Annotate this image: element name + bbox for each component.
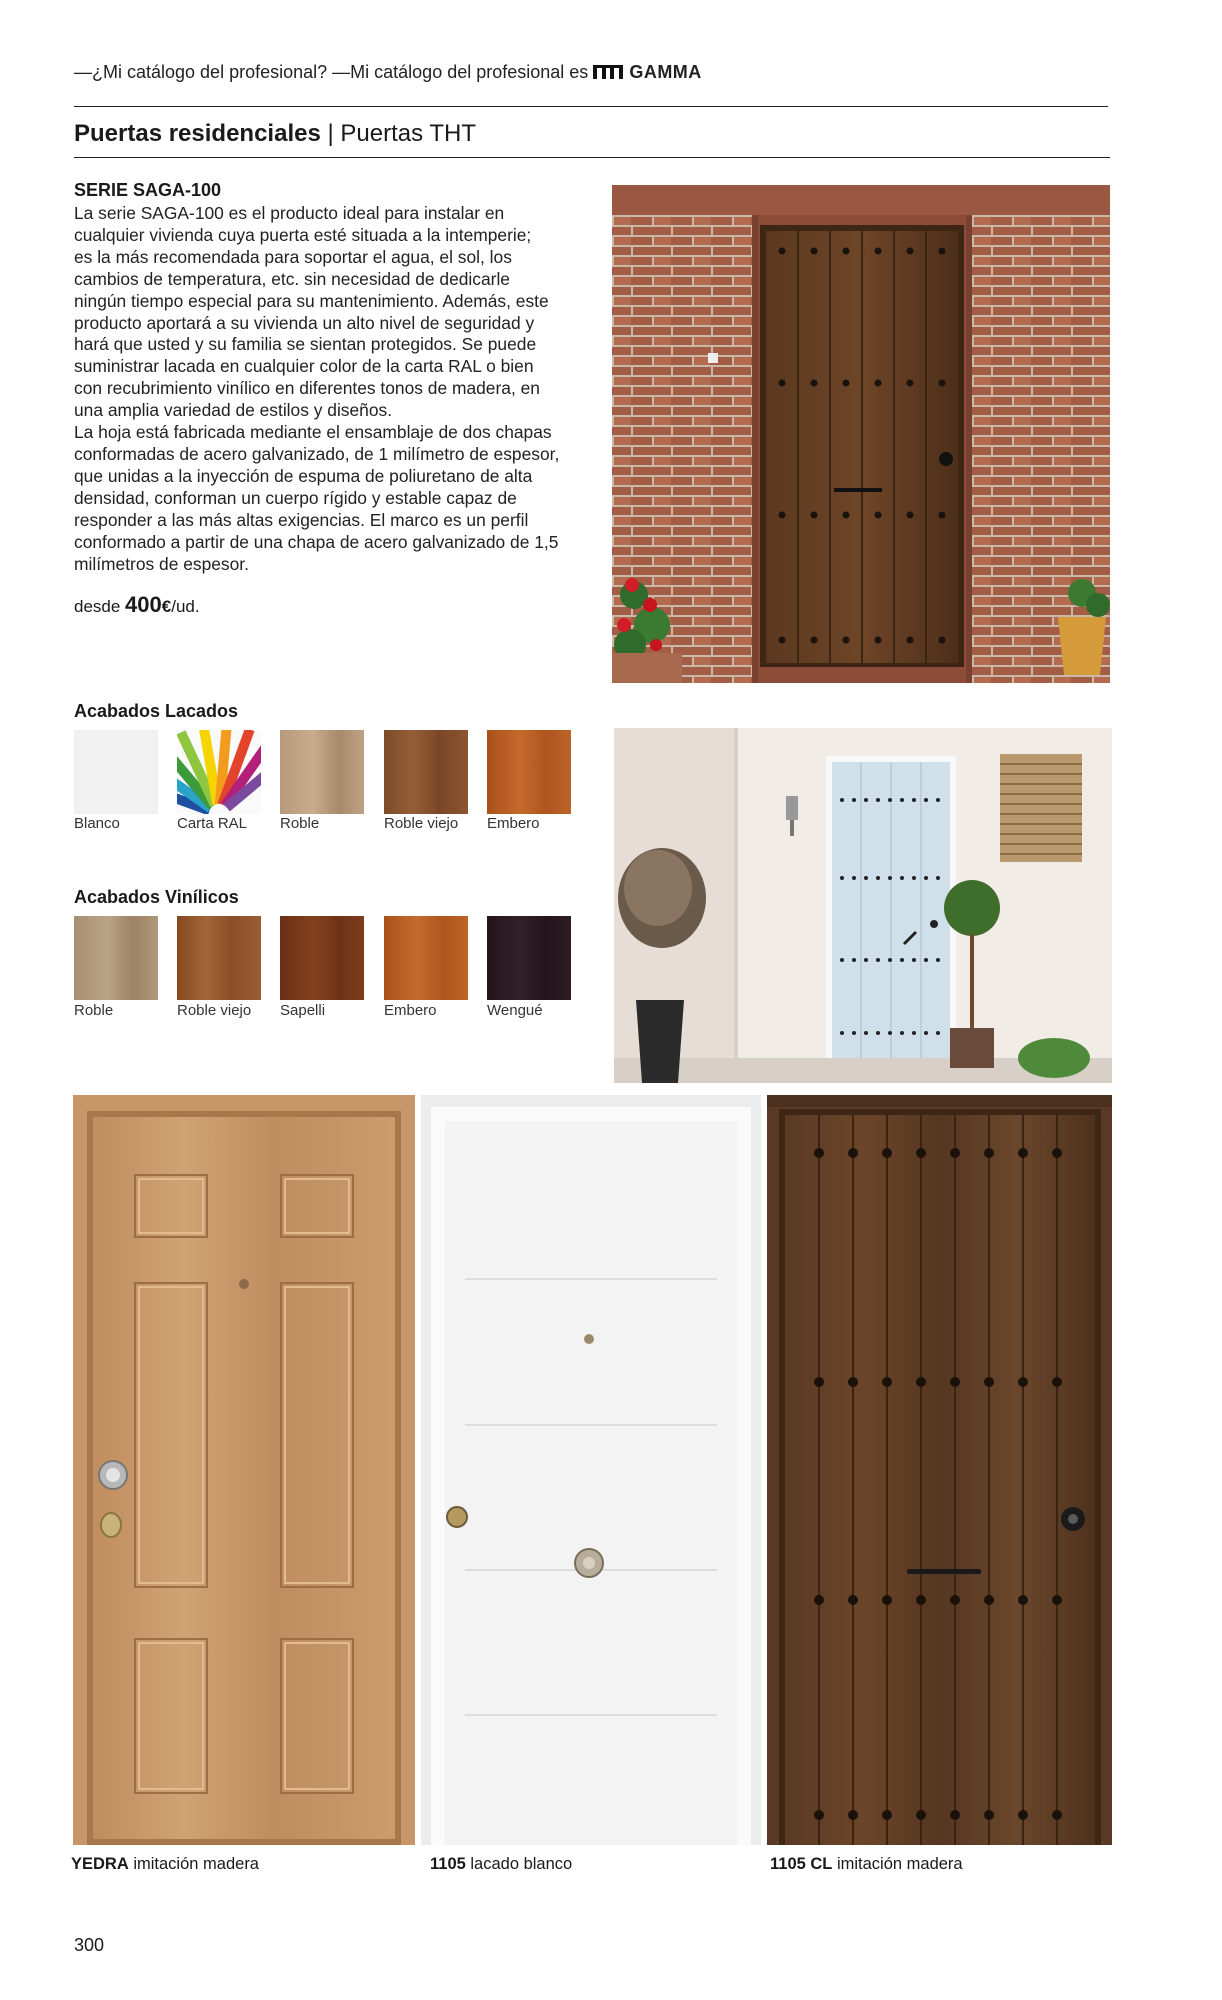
description-line: milímetros de espesor. (74, 553, 249, 574)
description-line: hará que usted y su familia se sientan protegidos. Se puede (74, 334, 537, 355)
section-title-sub: Puertas THT (340, 120, 476, 147)
caption-1105cl (770, 1855, 963, 1874)
swatch-carta-ral (177, 730, 261, 814)
price-prefix: desde (74, 597, 126, 616)
description-line: responder a las más altas exigencias. El marco es un perfil (74, 509, 529, 530)
price (74, 592, 200, 618)
product-1105cl-image (767, 1095, 1112, 1845)
lacado-label: Roble viejo (384, 815, 459, 832)
description-line: una amplia variedad de estilos y diseños. (74, 400, 393, 421)
header-answer: —Mi catálogo del profesional es (332, 62, 589, 82)
vinilicos-heading: Acabados Vinílicos (74, 887, 239, 907)
section-title-separator: | (320, 120, 341, 147)
caption-1105 (430, 1855, 572, 1874)
vinilico-label: Wengué (487, 1002, 543, 1019)
caption-yedra (71, 1855, 259, 1874)
lacado-label: Embero (487, 815, 540, 832)
description-line: conformado a partir de una chapa de acero galvanizado de 1,5 (74, 531, 559, 552)
brand-name: GAMMA (629, 62, 702, 82)
swatch-vinilico-sapelli (280, 916, 364, 1000)
description-line: ningún tiempo especial para su mantenimiento. Además, este (74, 290, 549, 311)
caption-1105-name: 1105 (430, 1855, 466, 1873)
swatch-vinilico-embero (384, 916, 468, 1000)
description-line: densidad, conforman un cuerpo rígido y estable capaz de (74, 487, 517, 508)
vinilico-label: Sapelli (280, 1002, 326, 1019)
vinilico-label: Roble (74, 1002, 114, 1019)
catalog-header (74, 62, 702, 83)
brick-door-photo (612, 185, 1110, 683)
caption-1105cl-desc: imitación madera (832, 1855, 963, 1873)
swatch-vinilico-wengue (487, 916, 571, 1000)
gamma-logo-icon (593, 65, 623, 79)
swatch-vinilico-roble (74, 916, 158, 1000)
section-title (74, 120, 476, 148)
price-suffix: /ud. (171, 597, 200, 616)
lacado-label: Roble (280, 815, 320, 832)
white-door-photo (614, 728, 1112, 1083)
lacado-label: Carta RAL (177, 815, 248, 832)
description-line: es la más recomendada para soportar el agua, el sol, los (74, 246, 512, 267)
header-rule (74, 106, 1108, 107)
serie-title: SERIE SAGA-100 (74, 180, 222, 200)
description-line: La serie SAGA-100 es el producto ideal para instalar en (74, 203, 505, 223)
description-line: producto aportará a su vivienda un alto nivel de seguridad y (74, 312, 535, 333)
vinilico-label: Embero (384, 1002, 437, 1019)
caption-yedra-desc: imitación madera (128, 1855, 259, 1873)
description-line: que unidas a la inyección de espuma de poliuretano de alta (74, 465, 533, 486)
product-1105-image (421, 1095, 761, 1845)
description-line: con recubrimiento vinílico en diferentes tonos de madera, en (74, 378, 540, 399)
serie-description (74, 203, 584, 575)
lacado-label: Blanco (74, 815, 120, 832)
page-number: 300 (74, 1935, 105, 1955)
swatch-roble-viejo (384, 730, 468, 814)
price-currency: € (161, 597, 172, 616)
section-title-main: Puertas residenciales (74, 120, 321, 147)
swatch-roble (280, 730, 364, 814)
description-line: La hoja está fabricada mediante el ensamblaje de dos chapas (74, 422, 552, 443)
swatch-blanco (74, 730, 158, 814)
section-rule (74, 157, 1110, 158)
lacados-heading: Acabados Lacados (74, 701, 239, 721)
description-line: conformadas de acero galvanizado, de 1 milímetro de espesor, (74, 443, 560, 464)
vinilico-label: Roble viejo (177, 1002, 252, 1019)
price-value: 400 (125, 592, 162, 617)
product-yedra-image (73, 1095, 415, 1845)
caption-1105cl-name: 1105 CL (770, 1855, 833, 1873)
caption-1105-desc: lacado blanco (465, 1855, 573, 1873)
description-line: suministrar lacada en cualquier color de la carta RAL o bien (74, 356, 534, 377)
swatch-vinilico-roble-viejo (177, 916, 261, 1000)
description-line: cambios de temperatura, etc. sin necesidad de dedicarle (74, 268, 510, 289)
caption-yedra-name: YEDRA (71, 1855, 129, 1873)
header-question: —¿Mi catálogo del profesional? (74, 62, 328, 82)
description-line: cualquier vivienda cuya puerta esté situada a la intemperie; (74, 224, 532, 245)
swatch-embero (487, 730, 571, 814)
